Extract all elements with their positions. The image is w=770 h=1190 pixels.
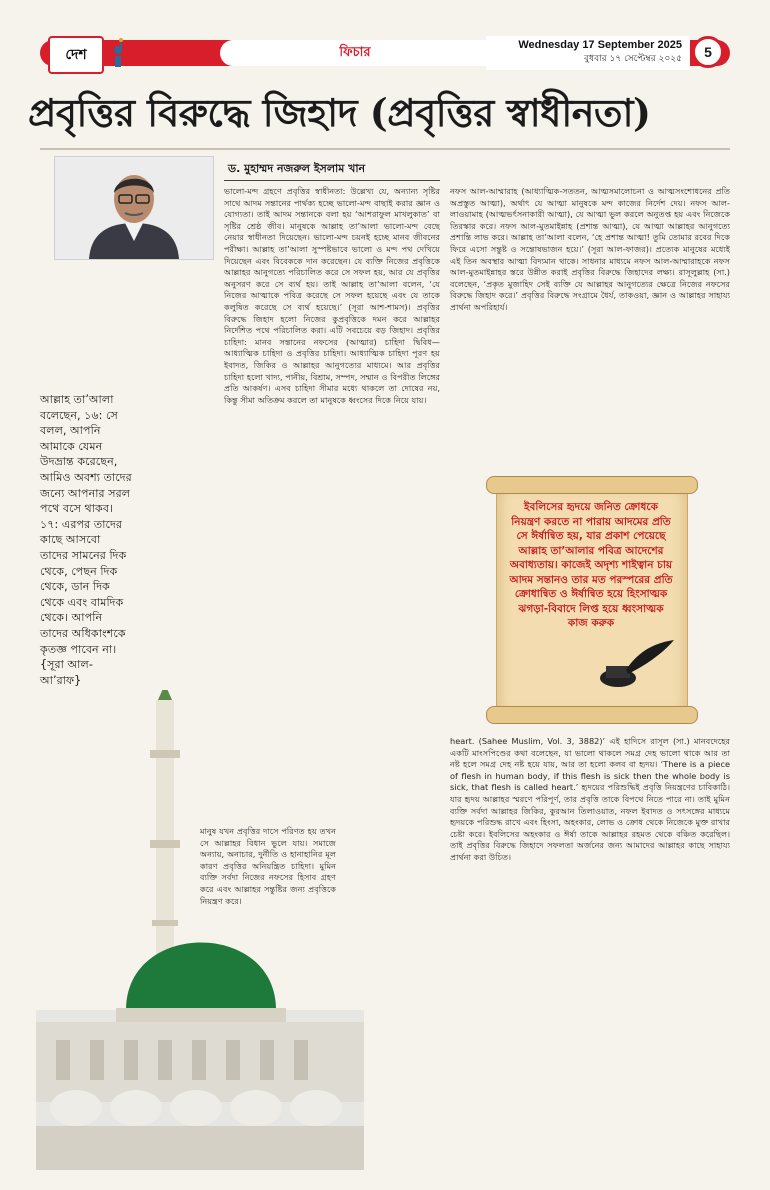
statue-icon [106,38,130,68]
date-bengali: বুধবার ১৭ সেপ্টেম্বর ২০২৫ [584,54,682,64]
article-column-2 [450,186,730,456]
author-divider [224,180,440,181]
mosque-illustration [36,690,364,1170]
column-1-text: ভালো-মন্দ গ্রহণে প্রবৃত্তির স্বাধীনতা: উল্লেখ্য যে, অন্যান্য সৃষ্টির সাথে আদম সন্তানের পার্থক্য হচ্ছে ভালো-মন্দ বাছাই করার জ্ঞান ও যোগ্যতা। তাই আদম সন্তানকে বলা হয় ‘আশরাফুল মাখলুকাত’ বা সৃষ্টির শ্রেষ্ঠ জীব। মানুষকে আল্লাহ তা’আলা ভালো-মন্দ বেছে নেয়ার স্বাধীনতা দিয়েছেন। ভালো-মন্দ চয়নই হচ্ছে মানব জীবনের পরীক্ষা। আল্লাহ তা’আলা সুস্পষ্টভাবে ভালো ও মন্দ পথ দেখিয়ে দিয়েছেন এবং বিবেককে দান করেছেন। যে ব্যক্তি নিজের প্রবৃত্তিকে আল্লাহর আনুগত্যে পরিচালিত করে সে সফল হয়, আর যে প্রবৃত্তির অনুসরণ করে সে ব্যর্থ হয়। তাই আল্লাহ তা’আলা বলেন, ‘যে নিজের আত্মাকে পবিত্র করেছে সে সফল হয়েছে এবং যে তাকে কলুষিত করেছে সে ব্যর্থ হয়েছে।’ (সূরা আশ-শামস)। প্রবৃত্তির বিরুদ্ধে জিহাদ হলো নিজের কুপ্রবৃত্তিকে দমন করে আল্লাহর নির্দেশিত পথে পরিচালিত করা। এটি সবচেয়ে বড় জিহাদ। প্রবৃত্তির চাহিদা: মানব সন্তানের নফসের (আত্মার) চাহিদা দ্বিবিধ— আধ্যাত্মিক চাহিদা ও প্রবৃত্তির চাহিদা। আধ্যাত্মিক চাহিদা পূরণ হয় ইবাদত, জিকির ও আল্লাহর আনুগত্যের মাধ্যমে। আর প্রবৃত্তির চাহিদা হলো খাদ্য, পানীয়, বিশ্রাম, সম্পদ, সম্মান ও বিপরীত লিঙ্গের প্রতি আকর্ষণ। এসব চাহিদা সীমার মধ্যে থাকলে তা দোষের নয়, কিন্তু সীমা অতিক্রম করলে তা মানুষকে ধ্বংসের দিকে নিয়ে যায়। [224,186,440,405]
quill-icon [596,640,676,690]
page-number: 5 [692,36,724,68]
column-2-text: নফস আল-আম্মারাহ (আধ্যাত্মিক-সততন, আত্মসমালোচনা ও আত্মসংশোধনের প্রতি অপ্রস্তুত আত্মা), অর্থাৎ যে আত্মা মানুষকে মন্দ কাজের নির্দেশ দেয়। নফস আল-লাওয়ামাহ (আত্মভর্ৎসনাকারী আত্মা), যে আত্মা ভুল করলে অনুতপ্ত হয় এবং নিজেকে তিরস্কার করে। নফস আল-মুতমাইন্নাহ (প্রশান্ত আত্মা), যে আত্মা আল্লাহর আনুগত্যে প্রশান্তি লাভ করে। আল্লাহ তা’আলা বলেন, ‘হে প্রশান্ত আত্মা! তুমি তোমার রবের দিকে ফিরে এসো সন্তুষ্ট ও সন্তোষভাজন হয়ে।’ (সূরা আল-ফাজর)। প্রত্যেক মানুষের মধ্যেই এই তিন অবস্থার আত্মা বিদ্যমান থাকে। সাধনার মাধ্যমে নফস আল-আম্মারাহকে নফস আল-মুতমাইন্নাহর স্তরে উন্নীত করাই প্রবৃত্তির বিরুদ্ধে জিহাদের লক্ষ্য। রাসূলুল্লাহ (সা.) বলেছেন, ‘প্রকৃত মুজাহিদ সেই ব্যক্তি যে আল্লাহর আনুগত্যের ক্ষেত্রে নিজের নফসের বিরুদ্ধে জিহাদ করে।’ প্রবৃত্তির বিরুদ্ধে সংগ্রামে ধৈর্য, তাকওয়া, জ্ঞান ও আল্লাহর সাহায্য প্রার্থনা অপরিহার্য। [450,186,730,312]
date-english: Wednesday 17 September 2025 [518,39,682,51]
section-label: ফিচার [220,40,490,66]
author-name: ড. মুহাম্মদ নজরুল ইসলাম খান [228,162,366,175]
pull-quote-text: ইবলিসের হৃদয়ে জনিত ক্রোধকে নিয়ন্ত্রণ করতে না পারায় আদমের প্রতি সে ঈর্ষান্বিত হয়, যার প্রকাশ পেয়েছে আল্লাহ তা’আলার পবিত্র আদেশের অবাধ্যতায়। কাজেই অদৃশ্য শাইত্বান চায় আদম সন্তানও তার মত পরস্পরের প্রতি ক্রোধান্বিত ও ঈর্ষান্বিত হয়ে হিংসাত্মক ঝগড়া-বিবাদে লিপ্ত হয়ে ধ্বংসাত্মক কাজ করুক [509,501,673,629]
column-2-lower-text: heart. (Sahee Muslim, Vol. 3, 3882)’ এই হাদিসে রাসূল (সা.) মানবদেহের একটি মাংসপিণ্ডের কথা বলেছেন, যা ভালো থাকলে সমগ্র দেহ ভালো থাকে আর তা নষ্ট হলে সমগ্র দেহ নষ্ট হয়ে যায়, আর তা হলো কলব বা হৃদয়। ‘There is a piece of flesh in human body, if this flesh is sick then the whole body is sick, that flesh is called heart.’ হৃদয়ের পরিশুদ্ধিই প্রবৃত্তি নিয়ন্ত্রণের চাবিকাঠি। যার হৃদয় আল্লাহর স্মরণে পরিপূর্ণ, তার প্রবৃত্তি তাকে বিপথে নিতে পারে না। তাই মুমিন ব্যক্তি সর্বদা আল্লাহর জিকির, কুরআন তিলাওয়াত, নফল ইবাদত ও সৎসঙ্গের মাধ্যমে হৃদয়কে পরিশুদ্ধ রাখে এবং হিংসা, অহংকার, লোভ ও ক্রোধ থেকে নিজেকে মুক্ত রাখার চেষ্টা করে। ইবলিসের অহংকার ও ঈর্ষা তাকে আল্লাহর রহমত থেকে বঞ্চিত করেছিল। তাই প্রবৃত্তির বিরুদ্ধে জিহাদে সফলতা অর্জনের জন্য আমাদের আল্লাহর কাছে সাহায্য প্রার্থনা করা উচিত। [450,736,730,862]
article-headline: প্রবৃত্তির বিরুদ্ধে জিহাদ (প্রবৃত্তির স্বাধীনতা) [28,90,651,135]
masthead-logo: দেশ [48,36,104,74]
scroll-bottom-roll [486,706,698,724]
headline-divider [40,148,730,150]
column-1-lower-text: মানুষ যখন প্রবৃত্তির দাসে পরিণত হয় তখন সে আল্লাহর বিধান ভুলে যায়। সমাজে অন্যায়, অনাচার, দুর্নীতি ও হানাহানির মূল কারণ প্রবৃত্তির অনিয়ন্ত্রিত চাহিদা। মুমিন ব্যক্তি সর্বদা নিজের নফসের হিসাব গ্রহণ করে এবং আল্লাহর সন্তুষ্টির জন্য প্রবৃত্তিকে নিয়ন্ত্রণ করে। [200,826,336,906]
side-quote: আল্লাহ তা’আলা বলেছেন, ১৬: সে বলল, আপনি আমাকে যেমন উদভ্রান্ত করেছেন, আমিও অবশ্য তাদের জন্যে আপনার সরল পথে বসে থাকব। ১৭: এরপর তাদের কাছে আসবো তাদের সামনের দিক থেকে, পেছন দিক থেকে, ডান দিক থেকে এবং বামদিক থেকে। আপনি তাদের অধিকাংশকে কৃতজ্ঞ পাবেন না। {সূরা আল-আ’রাফ} [40,393,132,687]
date-box [486,36,690,70]
article-column-2-lower [450,736,730,1166]
scroll-top-roll [486,476,698,494]
author-photo [54,156,214,260]
